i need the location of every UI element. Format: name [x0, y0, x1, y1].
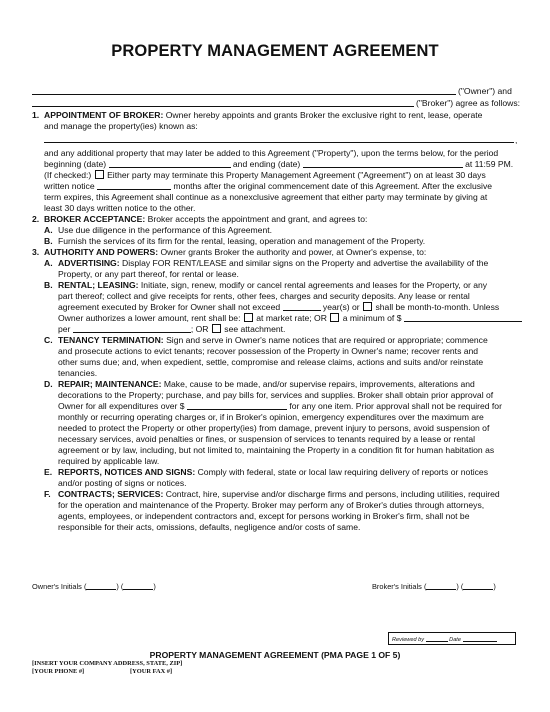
minimum-rent-text: a minimum of $ — [342, 313, 402, 323]
section-3b-line-3 — [58, 302, 499, 313]
market-rate-text: at market rate; OR — [256, 313, 327, 323]
footer-address: [INSERT YOUR COMPANY ADDRESS, STATE, ZIP] — [32, 660, 183, 667]
reports-notices-heading: REPORTS, NOTICES AND SIGNS: — [58, 467, 196, 477]
footer-fax: [YOUR FAX #] — [130, 668, 173, 675]
section-2-line — [44, 214, 367, 225]
broker-initials-paren-close: ) — [493, 582, 496, 591]
reports-notices-text: Comply with federal, state or local law requiring delivery of reports or notices — [197, 467, 488, 477]
broker-initials-paren-open: ( — [423, 582, 427, 591]
section-2a-text: Use due diligence in the performance of this Agreement. — [58, 225, 273, 235]
rent-per-label: per — [58, 324, 71, 334]
advertising-text: Display FOR RENT/LEASE and similar signs on the Property and advertise the availability of the — [121, 258, 489, 268]
expenditure-limit-label: Owner for all expenditures over $ — [58, 401, 185, 411]
lease-years-field[interactable] — [283, 302, 321, 311]
section-2-number: 2. — [32, 214, 40, 224]
section-3c-line-1 — [58, 335, 488, 346]
section-3b-line-5 — [58, 324, 285, 335]
advertising-heading: ADVERTISING: — [58, 258, 120, 268]
lease-term-label: agreement executed by Broker for Owner shall not exceed — [58, 302, 281, 312]
section-2-heading: BROKER ACCEPTANCE: — [44, 214, 146, 224]
section-3d-line-1 — [58, 379, 475, 390]
section-3e-line-1 — [58, 467, 488, 478]
rent-or-text: ; OR — [190, 324, 209, 334]
section-1-line-2: and manage the property(ies) known as: — [44, 121, 198, 131]
ending-date-label: and ending (date) — [232, 159, 301, 169]
broker-name-line[interactable] — [32, 106, 414, 107]
review-date-field[interactable] — [463, 636, 497, 642]
owner-initials-field-1[interactable] — [83, 582, 116, 591]
minimum-rent-checkbox[interactable] — [330, 313, 339, 322]
section-3-heading: AUTHORITY AND POWERS: — [44, 247, 159, 257]
owner-initials-paren-mid: ) ( — [116, 582, 124, 591]
section-1-number: 1. — [32, 110, 40, 120]
section-3d-line-7: agreement or by law, including, but not limited to, maintaining the Property in a condition fit for human habitation as — [58, 445, 495, 455]
section-2-text: Broker accepts the appointment and grant, and agrees to: — [147, 214, 368, 224]
section-3d-line-5: needed to protect the Property or other property(ies) from damage, prevent injury to persons, avoid suspension of — [58, 423, 490, 433]
rental-leasing-heading: RENTAL; LEASING: — [58, 280, 139, 290]
section-3-text: Owner grants Broker the authority and power, at Owner's expense, to: — [160, 247, 427, 257]
section-1-heading: APPOINTMENT OF BROKER: — [44, 110, 164, 120]
notice-months-field[interactable] — [97, 181, 171, 190]
section-3-number: 3. — [32, 247, 40, 257]
section-1-line-6 — [44, 181, 492, 192]
section-1-line-3: and any additional property that may later be added to this Agreement ("Property"), upon the terms below, for the period — [44, 148, 499, 158]
owner-initials — [32, 582, 156, 591]
section-3f-line-4: responsible for their acts, omissions, defaults, negligence and/or costs of same. — [58, 522, 361, 532]
section-3f-line-3: agents, employees, or independent contractors and, except for persons working in Broker's firm, shall not be — [58, 511, 470, 521]
footer-phone: [YOUR PHONE #] — [32, 668, 85, 675]
section-3d-line-3 — [58, 401, 502, 412]
notice-months-text: months after the original commencement date of this Agreement. After the exclusive — [173, 181, 493, 191]
owner-label: ("Owner") and — [458, 86, 512, 96]
rent-period-field[interactable] — [73, 324, 191, 333]
month-to-month-text: shall be month-to-month. Unless — [375, 302, 500, 312]
section-1-line-4 — [44, 159, 513, 170]
section-2a-letter: A. — [44, 225, 53, 235]
minimum-rent-amount-field[interactable] — [404, 313, 522, 322]
section-2b-text: Furnish the services of its firm for the rental, leasing, operation and management of the Property. — [58, 236, 426, 246]
page-title: PROPERTY MANAGEMENT AGREEMENT — [111, 42, 439, 60]
written-notice-label: written notice — [44, 181, 95, 191]
ending-date-field[interactable] — [303, 159, 463, 168]
section-3e-line-2: and/or posting of signs or notices. — [58, 478, 187, 488]
lease-years-text: year(s) or — [322, 302, 360, 312]
see-attachment-checkbox[interactable] — [212, 324, 221, 333]
owner-initials-paren-open: ( — [83, 582, 87, 591]
footer-title: PROPERTY MANAGEMENT AGREEMENT (PMA PAGE 1 OF 5) — [149, 650, 401, 660]
section-1-line-7: term expires, this Agreement shall continue as a nonexclusive agreement that either party may terminate by giving at — [44, 192, 488, 202]
section-3d-line-2: decorations to the Property; purchase, and pay bills for, services and supplies. Broker shall obtain prior approval of — [58, 390, 494, 400]
owner-initials-label: Owner's Initials — [32, 582, 82, 591]
section-1-line-5 — [44, 170, 486, 181]
rental-leasing-text: Initiate, sign, renew, modify or cancel rental agreements and leases for the Property, or any — [140, 280, 488, 290]
review-box — [388, 632, 516, 645]
owner-initials-field-2[interactable] — [123, 582, 156, 591]
contracts-services-text: Contract, hire, supervise and/or discharge firms and persons, including utilities, required — [165, 489, 500, 499]
section-3a-line-2: Property, or any part thereof, for rental or lease. — [58, 269, 239, 279]
section-3b-letter: B. — [44, 280, 53, 290]
section-1-line-8: least 30 days written notice to the other. — [44, 203, 196, 213]
repair-maintenance-heading: REPAIR; MAINTENANCE: — [58, 379, 162, 389]
beginning-date-field[interactable] — [109, 159, 231, 168]
reviewed-by-label: Reviewed by — [392, 637, 425, 643]
contracts-services-heading: CONTRACTS; SERVICES: — [58, 489, 164, 499]
expenditure-limit-text: for any one item. Prior approval shall not be required for — [289, 401, 502, 411]
property-address-comma: , — [515, 135, 518, 145]
broker-initials-paren-mid: ) ( — [456, 582, 464, 591]
section-3d-letter: D. — [44, 379, 53, 389]
tenancy-termination-text: Sign and serve in Owner's name notices that are required or appropriate; commence — [166, 335, 488, 345]
section-3d-line-6: necessary services, avoid penalties or fines, or suspension of services to tenants required by a lease or rental — [58, 434, 476, 444]
section-3d-line-4: monthly or recurring operating charges or, if in Broker's opinion, emergency expenditures over the maximum are — [58, 412, 484, 422]
broker-initials-label: Broker's Initials — [372, 582, 422, 591]
owner-name-line[interactable] — [32, 94, 456, 95]
owner-initials-paren-close: ) — [153, 582, 156, 591]
section-3f-letter: F. — [44, 489, 51, 499]
section-1-line-1 — [44, 110, 482, 121]
early-termination-checkbox[interactable] — [95, 170, 104, 179]
section-3f-line-1 — [58, 489, 500, 500]
early-termination-text: Either party may terminate this Property Management Agreement ("Agreement") on at least 30 days — [107, 170, 486, 180]
broker-initials-field-1[interactable] — [423, 582, 456, 591]
section-3c-line-2: and prosecute actions to evict tenants; recover possession of the Property in Owner's name; recover rents and — [58, 346, 479, 356]
property-address-line[interactable] — [44, 142, 514, 143]
section-2b-letter: B. — [44, 236, 53, 246]
if-checked-label: (If checked:) — [44, 170, 92, 180]
end-time-text: at 11:59 PM. — [465, 159, 514, 169]
section-3-line — [44, 247, 426, 258]
section-1-text: Owner hereby appoints and grants Broker the exclusive right to rent, lease, operate — [165, 110, 483, 120]
tenancy-termination-heading: TENANCY TERMINATION: — [58, 335, 164, 345]
rent-label: Owner authorizes a lower amount, rent shall be: — [58, 313, 241, 323]
section-3b-line-2: part thereof; collect and give receipts for rents, other fees, charges and security deposits. Any lease or rental — [58, 291, 470, 301]
section-3b-line-1 — [58, 280, 487, 291]
section-3c-letter: C. — [44, 335, 53, 345]
broker-initials-field-2[interactable] — [463, 582, 496, 591]
section-3f-line-2: for the operation and maintenance of the Property. Broker may perform any of Broker's duties through attorneys, — [58, 500, 485, 510]
beginning-date-label: beginning (date) — [44, 159, 107, 169]
section-3a-line-1 — [58, 258, 488, 269]
section-3c-line-3: other sums due; and, when expedient, settle, compromise and release claims, actions and suits and/or reinstate — [58, 357, 484, 367]
section-3e-letter: E. — [44, 467, 53, 477]
see-attachment-text: see attachment. — [224, 324, 286, 334]
market-rate-checkbox[interactable] — [244, 313, 253, 322]
review-date-label: Date — [449, 637, 461, 643]
section-3c-line-4: tenancies. — [58, 368, 98, 378]
month-to-month-checkbox[interactable] — [363, 302, 372, 311]
section-3a-letter: A. — [44, 258, 53, 268]
expenditure-limit-field[interactable] — [187, 401, 287, 410]
repair-maintenance-text: Make, cause to be made, and/or supervise repairs, improvements, alterations and — [163, 379, 475, 389]
broker-initials — [372, 582, 496, 591]
reviewed-by-field[interactable] — [426, 636, 448, 642]
broker-label: ("Broker") agree as follows: — [416, 98, 521, 108]
section-3b-line-4 — [58, 313, 522, 324]
section-3d-line-8: required by applicable law. — [58, 456, 160, 466]
